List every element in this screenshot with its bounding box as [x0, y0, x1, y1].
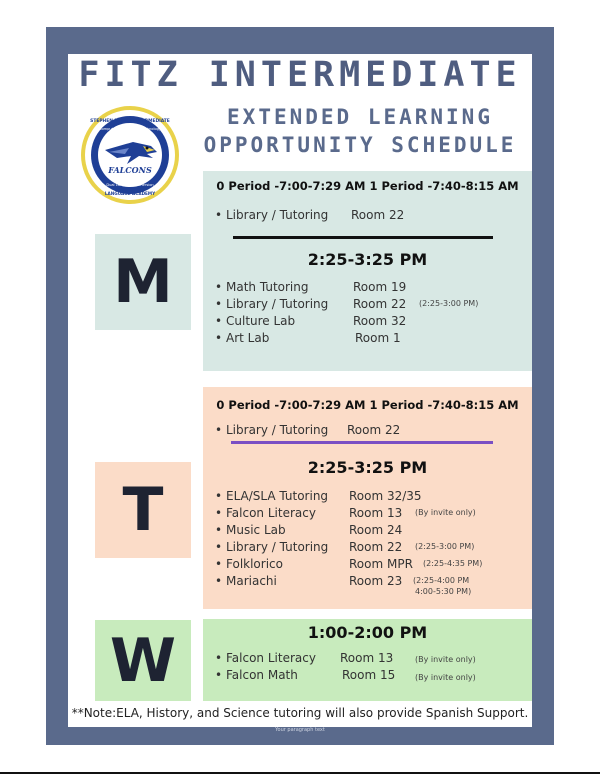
list-item: • Folklorico Room MPR (2:25-4:35 PM)	[215, 557, 483, 571]
placeholder-text: Your paragraph text	[275, 727, 325, 733]
list-item: • Falcon Math Room 15 (By invite only)	[215, 668, 476, 682]
list-item: • Mariachi Room 23 (2:25-4:00 PM 4:00-5:30 PM)	[215, 574, 472, 596]
list-item: • Falcon Literacy Room 13 (By invite only)	[215, 506, 476, 520]
list-item: • Library / Tutoring Room 22 (2:25-3:00 PM)	[215, 297, 479, 311]
tuesday-afternoon-time: 2:25-3:25 PM	[307, 458, 428, 477]
divider	[233, 236, 493, 239]
logo-ring-text: Computer Science and Technology	[98, 127, 162, 131]
logo-bottom-text: Dual Language Immersion	[106, 183, 154, 187]
wednesday-panel	[203, 619, 532, 701]
tuesday-panel	[203, 387, 532, 609]
list-item: • Math Tutoring Room 19	[215, 280, 407, 294]
day-letter-t: T	[95, 462, 191, 558]
tuesday-morning-periods: 0 Period -7:00-7:29 AM 1 Period -7:40-8:15 AM	[216, 398, 519, 412]
logo-bottom-text-2: LANGUAGE ACADEMY	[104, 191, 156, 196]
list-item: • Library / Tutoring Room 22	[215, 208, 405, 222]
school-logo	[81, 106, 179, 204]
bottom-divider	[0, 772, 600, 774]
divider	[231, 441, 493, 444]
logo-falcons-text: FALCONS	[108, 165, 152, 175]
falcon-icon	[81, 106, 179, 204]
monday-afternoon-time: 2:25-3:25 PM	[307, 250, 428, 269]
subtitle-line-2: OPPORTUNITY SCHEDULE	[203, 133, 517, 157]
school-title: FITZ INTERMEDIATE	[78, 55, 522, 95]
day-letter-w: W	[95, 620, 191, 701]
day-letter-m: M	[95, 234, 191, 330]
list-item: • Culture Lab Room 32	[215, 314, 407, 328]
list-item: • Falcon Literacy Room 13 (By invite only)	[215, 651, 476, 665]
list-item: • ELA/SLA Tutoring Room 32/35	[215, 489, 422, 503]
footnote: **Note:ELA, History, and Science tutoring will also provide Spanish Support.	[71, 706, 529, 720]
monday-panel	[203, 171, 532, 371]
list-item: • Library / Tutoring Room 22 (2:25-3:00 PM)	[215, 540, 475, 554]
list-item: • Library / Tutoring Room 22	[215, 423, 401, 437]
list-item: • Art Lab Room 1	[215, 331, 401, 345]
list-item: • Music Lab Room 24	[215, 523, 403, 537]
monday-morning-periods: 0 Period -7:00-7:29 AM 1 Period -7:40-8:15 AM	[216, 179, 519, 193]
wednesday-time: 1:00-2:00 PM	[307, 623, 428, 642]
logo-top-text: STEPHEN R. FITZ INTERMEDIATE	[90, 119, 170, 124]
subtitle-line-1: EXTENDED LEARNING	[227, 105, 493, 129]
